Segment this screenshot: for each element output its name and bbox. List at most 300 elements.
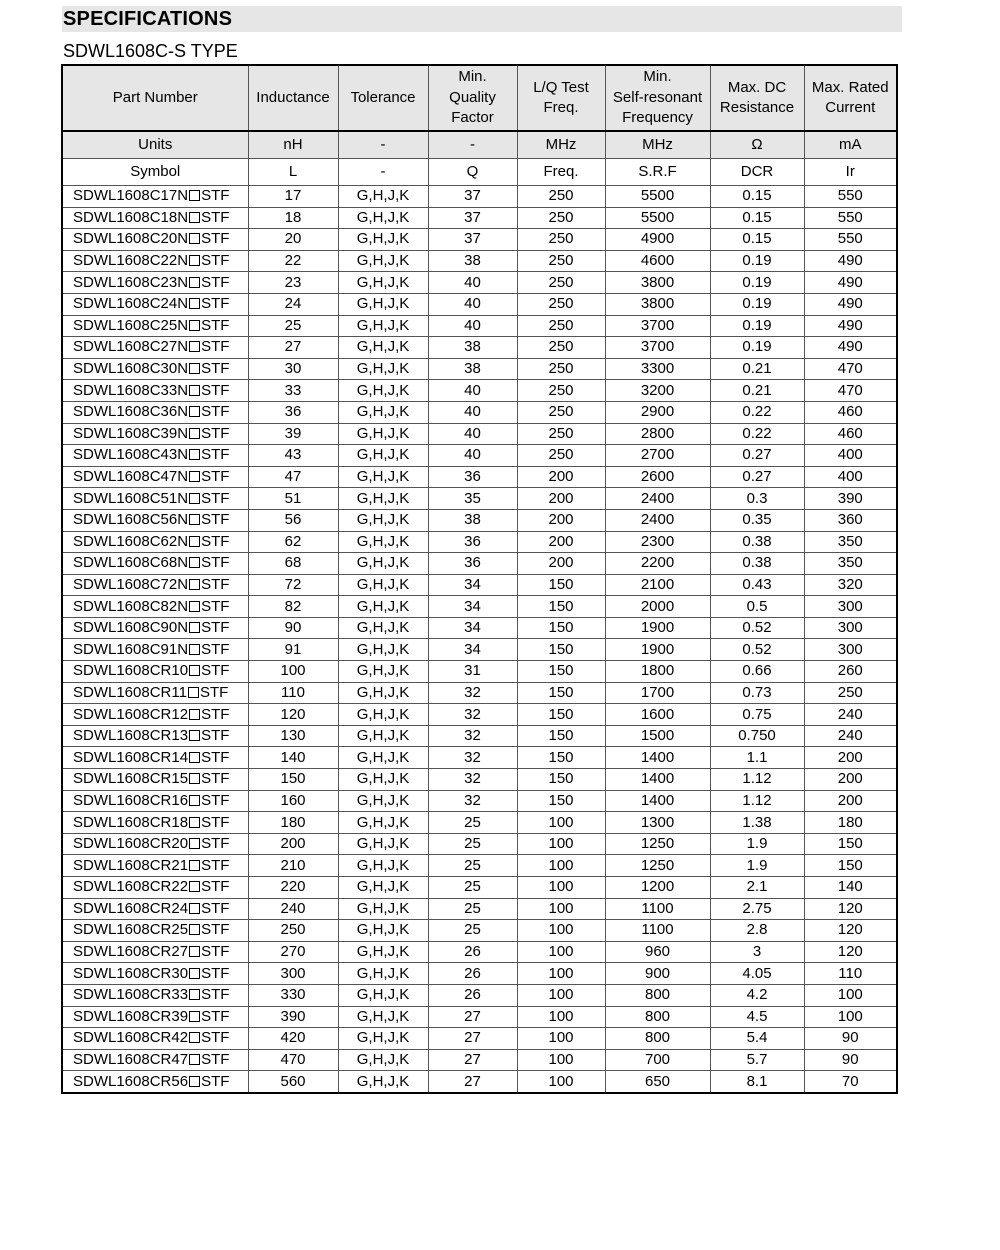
part-number-prefix: SDWL1608CR13	[73, 727, 189, 745]
quality-factor-cell: 36	[428, 531, 517, 553]
rated-current-cell: 240	[804, 725, 897, 747]
test-freq-cell: 250	[517, 315, 605, 337]
rated-current-cell: 70	[804, 1071, 897, 1093]
test-freq-cell: 100	[517, 833, 605, 855]
test-freq-cell: 150	[517, 790, 605, 812]
part-number-suffix: STF	[201, 468, 230, 486]
test-freq-cell: 150	[517, 617, 605, 639]
quality-factor-cell: 32	[428, 769, 517, 791]
srf-cell: 960	[605, 941, 710, 963]
part-number-suffix: STF	[201, 878, 230, 896]
table-row	[62, 466, 897, 488]
symbol-row	[62, 159, 897, 186]
test-freq-cell: 100	[517, 941, 605, 963]
inductance-cell: 68	[248, 553, 338, 575]
tolerance-cell: G,H,J,K	[338, 1006, 428, 1028]
tolerance-cell: G,H,J,K	[338, 682, 428, 704]
test-freq-cell: 250	[517, 207, 605, 229]
rated-current-cell: 110	[804, 963, 897, 985]
tolerance-placeholder-box-icon	[189, 924, 200, 935]
srf-cell: 1250	[605, 833, 710, 855]
tolerance-placeholder-box-icon	[189, 709, 200, 720]
part-number-prefix: SDWL1608CR21	[73, 856, 189, 874]
table-row	[62, 293, 897, 315]
srf-cell: 4600	[605, 250, 710, 272]
tolerance-cell: G,H,J,K	[338, 1049, 428, 1071]
srf-cell: 1200	[605, 877, 710, 899]
quality-factor-cell: 36	[428, 553, 517, 575]
srf-cell: 2300	[605, 531, 710, 553]
test-freq-cell: 100	[517, 963, 605, 985]
srf-cell: 1100	[605, 898, 710, 920]
tolerance-cell: G,H,J,K	[338, 1028, 428, 1050]
part-number-suffix: STF	[201, 575, 230, 593]
part-number-suffix: STF	[201, 748, 230, 766]
tolerance-placeholder-box-icon	[189, 1011, 200, 1022]
test-freq-cell: 150	[517, 725, 605, 747]
symbol-cell: S.R.F	[605, 159, 710, 186]
srf-cell: 5500	[605, 186, 710, 208]
dcr-cell: 0.19	[710, 315, 804, 337]
table-row	[62, 250, 897, 272]
quality-factor-cell: 31	[428, 661, 517, 683]
dcr-cell: 0.38	[710, 531, 804, 553]
dcr-cell: 4.05	[710, 963, 804, 985]
tolerance-cell: G,H,J,K	[338, 704, 428, 726]
part-number-suffix: STF	[201, 619, 230, 637]
part-number-cell	[62, 293, 248, 315]
test-freq-cell: 150	[517, 704, 605, 726]
test-freq-cell: 250	[517, 229, 605, 251]
part-number-suffix: STF	[201, 964, 230, 982]
rated-current-cell: 120	[804, 898, 897, 920]
part-number-suffix: STF	[201, 1051, 230, 1069]
tolerance-cell: G,H,J,K	[338, 229, 428, 251]
srf-cell: 4900	[605, 229, 710, 251]
rated-current-cell: 400	[804, 445, 897, 467]
tolerance-cell: G,H,J,K	[338, 984, 428, 1006]
srf-cell: 2700	[605, 445, 710, 467]
part-number-cell	[62, 898, 248, 920]
table-row	[62, 661, 897, 683]
part-number-cell	[62, 488, 248, 510]
dcr-cell: 0.27	[710, 466, 804, 488]
table-row	[62, 920, 897, 942]
part-number-suffix: STF	[201, 187, 230, 205]
rated-current-cell: 470	[804, 380, 897, 402]
srf-cell: 1600	[605, 704, 710, 726]
test-freq-cell: 100	[517, 1028, 605, 1050]
part-number-suffix: STF	[201, 943, 230, 961]
table-row	[62, 898, 897, 920]
tolerance-placeholder-box-icon	[189, 1054, 200, 1065]
table-row	[62, 1071, 897, 1093]
inductance-cell: 47	[248, 466, 338, 488]
part-number-cell	[62, 855, 248, 877]
part-number-prefix: SDWL1608CR56	[73, 1072, 189, 1090]
inductance-cell: 82	[248, 596, 338, 618]
part-number-suffix: STF	[201, 640, 230, 658]
part-number-suffix: STF	[201, 921, 230, 939]
inductance-cell: 330	[248, 984, 338, 1006]
test-freq-cell: 250	[517, 423, 605, 445]
tolerance-placeholder-box-icon	[189, 514, 200, 525]
tolerance-placeholder-box-icon	[189, 860, 200, 871]
rated-current-cell: 180	[804, 812, 897, 834]
tolerance-cell: G,H,J,K	[338, 920, 428, 942]
part-number-suffix: STF	[201, 899, 230, 917]
part-number-suffix: STF	[201, 856, 230, 874]
inductance-cell: 470	[248, 1049, 338, 1071]
dcr-cell: 8.1	[710, 1071, 804, 1093]
header-dc-resistance: Max. DC Resistance	[710, 65, 804, 131]
test-freq-cell: 250	[517, 186, 605, 208]
part-number-prefix: SDWL1608CR12	[73, 705, 189, 723]
quality-factor-cell: 38	[428, 358, 517, 380]
tolerance-cell: G,H,J,K	[338, 574, 428, 596]
srf-cell: 3300	[605, 358, 710, 380]
tolerance-cell: G,H,J,K	[338, 509, 428, 531]
dcr-cell: 0.19	[710, 272, 804, 294]
part-number-prefix: SDWL1608CR20	[73, 835, 189, 853]
header-inductance: Inductance	[248, 65, 338, 131]
test-freq-cell: 100	[517, 855, 605, 877]
dcr-cell: 0.15	[710, 186, 804, 208]
part-number-cell	[62, 920, 248, 942]
quality-factor-cell: 25	[428, 877, 517, 899]
rated-current-cell: 200	[804, 790, 897, 812]
dcr-cell: 0.19	[710, 250, 804, 272]
units-cell: mA	[804, 131, 897, 159]
rated-current-cell: 550	[804, 186, 897, 208]
inductance-cell: 180	[248, 812, 338, 834]
dcr-cell: 0.22	[710, 423, 804, 445]
rated-current-cell: 460	[804, 401, 897, 423]
srf-cell: 2400	[605, 509, 710, 531]
part-number-suffix: STF	[201, 381, 230, 399]
tolerance-cell: G,H,J,K	[338, 833, 428, 855]
dcr-cell: 0.22	[710, 401, 804, 423]
test-freq-cell: 250	[517, 445, 605, 467]
srf-cell: 1250	[605, 855, 710, 877]
test-freq-cell: 200	[517, 553, 605, 575]
tolerance-placeholder-box-icon	[189, 449, 200, 460]
part-number-cell	[62, 941, 248, 963]
srf-cell: 1800	[605, 661, 710, 683]
quality-factor-cell: 38	[428, 337, 517, 359]
tolerance-placeholder-box-icon	[189, 622, 200, 633]
part-number-prefix: SDWL1608C30N	[73, 360, 189, 378]
rated-current-cell: 140	[804, 877, 897, 899]
part-number-cell	[62, 553, 248, 575]
tolerance-placeholder-box-icon	[189, 730, 200, 741]
part-number-prefix: SDWL1608CR24	[73, 899, 189, 917]
tolerance-placeholder-box-icon	[189, 579, 200, 590]
tolerance-placeholder-box-icon	[189, 752, 200, 763]
inductance-cell: 420	[248, 1028, 338, 1050]
part-number-suffix: STF	[201, 554, 230, 572]
inductance-cell: 270	[248, 941, 338, 963]
srf-cell: 3800	[605, 293, 710, 315]
srf-cell: 1900	[605, 617, 710, 639]
rated-current-cell: 250	[804, 682, 897, 704]
srf-cell: 2900	[605, 401, 710, 423]
srf-cell: 900	[605, 963, 710, 985]
test-freq-cell: 100	[517, 1071, 605, 1093]
rated-current-cell: 460	[804, 423, 897, 445]
quality-factor-cell: 35	[428, 488, 517, 510]
part-number-suffix: STF	[201, 230, 230, 248]
spec-table	[61, 64, 898, 1094]
section-title: SPECIFICATIONS	[63, 8, 233, 30]
srf-cell: 650	[605, 1071, 710, 1093]
quality-factor-cell: 34	[428, 596, 517, 618]
part-number-prefix: SDWL1608C47N	[73, 468, 189, 486]
inductance-cell: 43	[248, 445, 338, 467]
quality-factor-cell: 40	[428, 445, 517, 467]
inductance-cell: 39	[248, 423, 338, 445]
part-number-cell	[62, 401, 248, 423]
part-number-cell	[62, 812, 248, 834]
table-row	[62, 531, 897, 553]
quality-factor-cell: 40	[428, 423, 517, 445]
symbol-cell: Freq.	[517, 159, 605, 186]
inductance-cell: 300	[248, 963, 338, 985]
inductance-cell: 160	[248, 790, 338, 812]
tolerance-placeholder-box-icon	[189, 773, 200, 784]
tolerance-placeholder-box-icon	[189, 968, 200, 979]
table-row	[62, 423, 897, 445]
test-freq-cell: 200	[517, 509, 605, 531]
inductance-cell: 24	[248, 293, 338, 315]
part-number-prefix: SDWL1608CR25	[73, 921, 189, 939]
rated-current-cell: 490	[804, 315, 897, 337]
tolerance-placeholder-box-icon	[189, 233, 200, 244]
part-number-prefix: SDWL1608C68N	[73, 554, 189, 572]
quality-factor-cell: 25	[428, 920, 517, 942]
quality-factor-cell: 27	[428, 1049, 517, 1071]
part-number-prefix: SDWL1608CR16	[73, 791, 189, 809]
part-number-prefix: SDWL1608CR39	[73, 1007, 189, 1025]
rated-current-cell: 120	[804, 920, 897, 942]
test-freq-cell: 200	[517, 488, 605, 510]
srf-cell: 1400	[605, 790, 710, 812]
tolerance-placeholder-box-icon	[189, 471, 200, 482]
rated-current-cell: 300	[804, 617, 897, 639]
tolerance-cell: G,H,J,K	[338, 553, 428, 575]
srf-cell: 1100	[605, 920, 710, 942]
table-row	[62, 682, 897, 704]
part-number-cell	[62, 186, 248, 208]
dcr-cell: 1.9	[710, 833, 804, 855]
header-row	[62, 65, 897, 131]
part-number-cell	[62, 315, 248, 337]
tolerance-placeholder-box-icon	[189, 493, 200, 504]
rated-current-cell: 90	[804, 1028, 897, 1050]
test-freq-cell: 150	[517, 769, 605, 791]
test-freq-cell: 250	[517, 380, 605, 402]
dcr-cell: 1.1	[710, 747, 804, 769]
srf-cell: 5500	[605, 207, 710, 229]
quality-factor-cell: 34	[428, 639, 517, 661]
part-number-prefix: SDWL1608CR11	[73, 683, 187, 701]
part-number-suffix: STF	[201, 986, 230, 1004]
part-number-prefix: SDWL1608C90N	[73, 619, 189, 637]
table-row	[62, 574, 897, 596]
test-freq-cell: 250	[517, 401, 605, 423]
part-number-prefix: SDWL1608CR47	[73, 1051, 189, 1069]
dcr-cell: 0.27	[710, 445, 804, 467]
srf-cell: 2400	[605, 488, 710, 510]
part-number-cell	[62, 725, 248, 747]
srf-cell: 1400	[605, 747, 710, 769]
tolerance-cell: G,H,J,K	[338, 617, 428, 639]
srf-cell: 1700	[605, 682, 710, 704]
test-freq-cell: 100	[517, 1049, 605, 1071]
table-row	[62, 1049, 897, 1071]
part-number-suffix: STF	[199, 683, 229, 701]
test-freq-cell: 100	[517, 984, 605, 1006]
dcr-cell: 0.19	[710, 337, 804, 359]
dcr-cell: 5.7	[710, 1049, 804, 1071]
symbol-cell: DCR	[710, 159, 804, 186]
tolerance-cell: G,H,J,K	[338, 941, 428, 963]
inductance-cell: 30	[248, 358, 338, 380]
quality-factor-cell: 26	[428, 963, 517, 985]
table-row	[62, 488, 897, 510]
inductance-cell: 100	[248, 661, 338, 683]
dcr-cell: 4.5	[710, 1006, 804, 1028]
part-number-suffix: STF	[201, 446, 230, 464]
dcr-cell: 4.2	[710, 984, 804, 1006]
srf-cell: 3700	[605, 337, 710, 359]
quality-factor-cell: 38	[428, 250, 517, 272]
test-freq-cell: 250	[517, 272, 605, 294]
part-number-suffix: STF	[201, 489, 230, 507]
table-row	[62, 941, 897, 963]
rated-current-cell: 350	[804, 531, 897, 553]
dcr-cell: 0.75	[710, 704, 804, 726]
inductance-cell: 72	[248, 574, 338, 596]
inductance-cell: 18	[248, 207, 338, 229]
srf-cell: 1500	[605, 725, 710, 747]
tolerance-placeholder-box-icon	[189, 536, 200, 547]
dcr-cell: 0.21	[710, 380, 804, 402]
part-number-prefix: SDWL1608C51N	[73, 489, 189, 507]
part-number-cell	[62, 833, 248, 855]
units-cell: Units	[62, 131, 248, 159]
units-cell: MHz	[517, 131, 605, 159]
quality-factor-cell: 25	[428, 898, 517, 920]
srf-cell: 1300	[605, 812, 710, 834]
table-row	[62, 509, 897, 531]
table-row	[62, 617, 897, 639]
table-row	[62, 877, 897, 899]
table-row	[62, 725, 897, 747]
table-row	[62, 229, 897, 251]
tolerance-cell: G,H,J,K	[338, 769, 428, 791]
tolerance-cell: G,H,J,K	[338, 877, 428, 899]
quality-factor-cell: 37	[428, 207, 517, 229]
inductance-cell: 51	[248, 488, 338, 510]
tolerance-placeholder-box-icon	[189, 557, 200, 568]
tolerance-placeholder-box-icon	[189, 838, 200, 849]
quality-factor-cell: 40	[428, 380, 517, 402]
part-number-prefix: SDWL1608C56N	[73, 511, 189, 529]
quality-factor-cell: 32	[428, 682, 517, 704]
header-tolerance: Tolerance	[338, 65, 428, 131]
table-row	[62, 1028, 897, 1050]
table-row	[62, 1006, 897, 1028]
dcr-cell: 0.15	[710, 229, 804, 251]
tolerance-cell: G,H,J,K	[338, 790, 428, 812]
test-freq-cell: 150	[517, 596, 605, 618]
part-number-cell	[62, 1049, 248, 1071]
quality-factor-cell: 25	[428, 812, 517, 834]
srf-cell: 3700	[605, 315, 710, 337]
part-number-cell	[62, 1071, 248, 1093]
part-number-cell	[62, 423, 248, 445]
table-row	[62, 315, 897, 337]
rated-current-cell: 490	[804, 293, 897, 315]
inductance-cell: 140	[248, 747, 338, 769]
part-number-cell	[62, 1028, 248, 1050]
part-number-cell	[62, 229, 248, 251]
tolerance-placeholder-box-icon	[189, 644, 200, 655]
part-number-cell	[62, 747, 248, 769]
inductance-cell: 250	[248, 920, 338, 942]
part-number-cell	[62, 358, 248, 380]
tolerance-cell: G,H,J,K	[338, 855, 428, 877]
rated-current-cell: 240	[804, 704, 897, 726]
quality-factor-cell: 32	[428, 704, 517, 726]
rated-current-cell: 470	[804, 358, 897, 380]
part-number-cell	[62, 509, 248, 531]
dcr-cell: 0.66	[710, 661, 804, 683]
srf-cell: 3200	[605, 380, 710, 402]
tolerance-placeholder-box-icon	[189, 665, 200, 676]
srf-cell: 1400	[605, 769, 710, 791]
rated-current-cell: 400	[804, 466, 897, 488]
tolerance-cell: G,H,J,K	[338, 186, 428, 208]
part-number-cell	[62, 877, 248, 899]
tolerance-cell: G,H,J,K	[338, 315, 428, 337]
quality-factor-cell: 36	[428, 466, 517, 488]
tolerance-cell: G,H,J,K	[338, 963, 428, 985]
tolerance-placeholder-box-icon	[189, 881, 200, 892]
dcr-cell: 0.52	[710, 617, 804, 639]
part-number-suffix: STF	[201, 813, 230, 831]
inductance-cell: 120	[248, 704, 338, 726]
part-number-cell	[62, 1006, 248, 1028]
quality-factor-cell: 26	[428, 941, 517, 963]
inductance-cell: 56	[248, 509, 338, 531]
tolerance-cell: G,H,J,K	[338, 747, 428, 769]
header-self-resonant-frequency: Min. Self-resonant Frequency	[605, 65, 710, 131]
part-number-suffix: STF	[201, 770, 230, 788]
quality-factor-cell: 40	[428, 401, 517, 423]
part-number-cell	[62, 769, 248, 791]
part-number-cell	[62, 380, 248, 402]
part-number-cell	[62, 574, 248, 596]
quality-factor-cell: 27	[428, 1006, 517, 1028]
test-freq-cell: 100	[517, 1006, 605, 1028]
tolerance-cell: G,H,J,K	[338, 358, 428, 380]
dcr-cell: 0.73	[710, 682, 804, 704]
inductance-cell: 200	[248, 833, 338, 855]
part-number-suffix: STF	[201, 835, 230, 853]
table-row	[62, 358, 897, 380]
